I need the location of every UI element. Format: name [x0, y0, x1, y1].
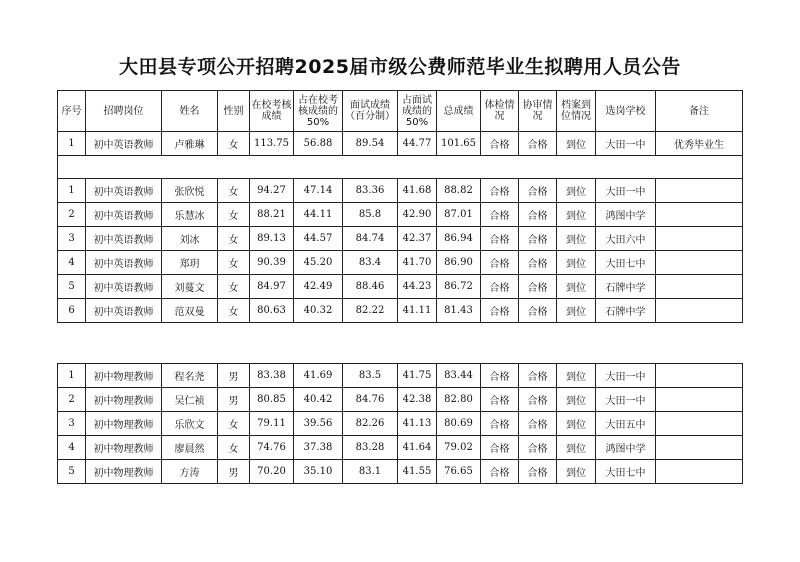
table-cell: 83.38 — [250, 364, 294, 388]
table-cell: 大田五中 — [596, 412, 656, 436]
table-cell: 41.68 — [398, 179, 437, 203]
table-cell: 44.57 — [294, 227, 343, 251]
table-cell: 80.63 — [250, 299, 294, 323]
table-cell: 到位 — [557, 299, 596, 323]
table-cell: 83.4 — [343, 251, 398, 275]
table-cell: 74.76 — [250, 436, 294, 460]
table-cell: 44.11 — [294, 203, 343, 227]
table-cell: 85.8 — [343, 203, 398, 227]
table-row — [58, 132, 743, 156]
table-cell: 初中英语教师 — [86, 299, 162, 323]
table-cell: 到位 — [557, 179, 596, 203]
page-title: 大田县专项公开招聘2025届市级公费师范毕业生拟聘用人员公告 — [119, 56, 681, 78]
table-cell: 合格 — [519, 412, 557, 436]
table-cell: 88.21 — [250, 203, 294, 227]
table-row — [58, 299, 743, 323]
table-header-row — [58, 91, 743, 132]
table-cell: 合格 — [519, 299, 557, 323]
table-cell: 45.20 — [294, 251, 343, 275]
table-cell — [656, 227, 743, 251]
table-cell: 42.38 — [398, 388, 437, 412]
table-cell: 合格 — [519, 132, 557, 156]
table-cell: 56.88 — [294, 132, 343, 156]
table-cell: 初中物理教师 — [86, 436, 162, 460]
table-cell: 到位 — [557, 460, 596, 484]
table-cell — [656, 460, 743, 484]
table-cell: 合格 — [519, 275, 557, 299]
applicant-table-physics — [57, 363, 743, 484]
column-header: 选岗学校 — [596, 91, 656, 132]
table-row — [58, 436, 743, 460]
table-cell: 5 — [58, 275, 86, 299]
table-cell: 83.5 — [343, 364, 398, 388]
section-gap-row — [58, 156, 743, 179]
table-cell: 83.1 — [343, 460, 398, 484]
table-cell: 86.72 — [437, 275, 481, 299]
table-cell: 90.39 — [250, 251, 294, 275]
table-cell: 初中英语教师 — [86, 132, 162, 156]
table-cell: 83.28 — [343, 436, 398, 460]
table-cell: 82.22 — [343, 299, 398, 323]
table-cell: 84.74 — [343, 227, 398, 251]
table-cell: 44.77 — [398, 132, 437, 156]
table-cell: 1 — [58, 179, 86, 203]
table-cell: 合格 — [519, 251, 557, 275]
table-cell: 94.27 — [250, 179, 294, 203]
table-row — [58, 179, 743, 203]
table-cell: 合格 — [481, 364, 519, 388]
column-header: 序号 — [58, 91, 86, 132]
table-cell: 47.14 — [294, 179, 343, 203]
table-cell: 2 — [58, 388, 86, 412]
table-cell — [656, 299, 743, 323]
table-cell: 合格 — [481, 299, 519, 323]
table-cell: 到位 — [557, 132, 596, 156]
table-cell: 女 — [218, 132, 250, 156]
table-cell: 86.94 — [437, 227, 481, 251]
table-cell: 42.90 — [398, 203, 437, 227]
table-row — [58, 364, 743, 388]
table-row — [58, 251, 743, 275]
table-cell: 41.69 — [294, 364, 343, 388]
table-cell: 88.82 — [437, 179, 481, 203]
table-cell: 初中物理教师 — [86, 364, 162, 388]
table-cell — [656, 364, 743, 388]
table-cell: 41.13 — [398, 412, 437, 436]
table-cell: 女 — [218, 203, 250, 227]
table-cell: 合格 — [481, 388, 519, 412]
table-cell: 男 — [218, 388, 250, 412]
table-cell: 合格 — [481, 203, 519, 227]
table-cell: 101.65 — [437, 132, 481, 156]
table-cell — [656, 179, 743, 203]
table-cell: 郑玥 — [162, 251, 218, 275]
table-cell: 82.26 — [343, 412, 398, 436]
table-cell: 41.55 — [398, 460, 437, 484]
table-cell: 合格 — [481, 436, 519, 460]
column-header: 占面试成绩的50% — [398, 91, 437, 132]
column-header: 备注 — [656, 91, 743, 132]
table-cell: 79.11 — [250, 412, 294, 436]
table-cell: 1 — [58, 364, 86, 388]
table-cell: 37.38 — [294, 436, 343, 460]
table-cell: 合格 — [481, 251, 519, 275]
table-cell: 3 — [58, 227, 86, 251]
table-cell: 2 — [58, 203, 86, 227]
table-cell: 83.44 — [437, 364, 481, 388]
table-cell — [656, 436, 743, 460]
table-cell: 女 — [218, 275, 250, 299]
table-cell: 合格 — [481, 179, 519, 203]
table-cell: 大田一中 — [596, 132, 656, 156]
table-cell: 41.70 — [398, 251, 437, 275]
table-cell: 大田七中 — [596, 251, 656, 275]
table-cell: 88.46 — [343, 275, 398, 299]
table-cell: 合格 — [481, 275, 519, 299]
table-cell: 初中英语教师 — [86, 179, 162, 203]
table-cell: 到位 — [557, 364, 596, 388]
table-cell: 35.10 — [294, 460, 343, 484]
table-cell: 男 — [218, 460, 250, 484]
column-header: 性别 — [218, 91, 250, 132]
table-cell: 女 — [218, 412, 250, 436]
table-cell: 男 — [218, 364, 250, 388]
column-header: 档案到位情况 — [557, 91, 596, 132]
table-cell: 81.43 — [437, 299, 481, 323]
table-cell: 乐慧冰 — [162, 203, 218, 227]
table-cell: 合格 — [519, 436, 557, 460]
table-cell: 优秀毕业生 — [656, 132, 743, 156]
table-cell: 41.75 — [398, 364, 437, 388]
table-cell: 合格 — [519, 179, 557, 203]
table-cell: 4 — [58, 251, 86, 275]
table-cell: 方涛 — [162, 460, 218, 484]
table-cell: 刘蔓文 — [162, 275, 218, 299]
column-header: 体检情况 — [481, 91, 519, 132]
table-cell: 女 — [218, 251, 250, 275]
column-header: 总成绩 — [437, 91, 481, 132]
table-cell: 范双曼 — [162, 299, 218, 323]
table-cell: 40.32 — [294, 299, 343, 323]
table-cell: 合格 — [519, 388, 557, 412]
table-row — [58, 412, 743, 436]
table-cell: 4 — [58, 436, 86, 460]
table-cell: 石牌中学 — [596, 299, 656, 323]
table-cell: 大田一中 — [596, 388, 656, 412]
table-cell: 乐欣文 — [162, 412, 218, 436]
table-cell: 初中物理教师 — [86, 412, 162, 436]
table-cell: 到位 — [557, 412, 596, 436]
column-header: 面试成绩（百分制） — [343, 91, 398, 132]
column-header: 姓名 — [162, 91, 218, 132]
table-cell: 合格 — [481, 227, 519, 251]
table-cell: 初中物理教师 — [86, 460, 162, 484]
table-cell: 42.49 — [294, 275, 343, 299]
table-row — [58, 203, 743, 227]
table-row — [58, 227, 743, 251]
table-cell: 廖晨然 — [162, 436, 218, 460]
column-header: 招聘岗位 — [86, 91, 162, 132]
table-cell: 鸿图中学 — [596, 203, 656, 227]
table-cell: 84.76 — [343, 388, 398, 412]
table-cell — [656, 251, 743, 275]
table-cell: 40.42 — [294, 388, 343, 412]
table-cell: 合格 — [481, 460, 519, 484]
table-cell: 程名尧 — [162, 364, 218, 388]
table-cell: 石牌中学 — [596, 275, 656, 299]
table-cell: 80.69 — [437, 412, 481, 436]
table-cell: 3 — [58, 412, 86, 436]
table-cell: 合格 — [519, 460, 557, 484]
table-cell: 41.64 — [398, 436, 437, 460]
table-cell: 初中英语教师 — [86, 251, 162, 275]
table-cell — [656, 275, 743, 299]
table-cell: 42.37 — [398, 227, 437, 251]
table-cell: 82.80 — [437, 388, 481, 412]
table-cell: 83.36 — [343, 179, 398, 203]
table-cell: 到位 — [557, 275, 596, 299]
table-cell: 女 — [218, 227, 250, 251]
table-cell: 初中物理教师 — [86, 388, 162, 412]
table-cell: 84.97 — [250, 275, 294, 299]
table-row — [58, 275, 743, 299]
table-cell: 70.20 — [250, 460, 294, 484]
table-cell — [656, 203, 743, 227]
table-cell: 86.90 — [437, 251, 481, 275]
table-cell: 到位 — [557, 203, 596, 227]
table-row — [58, 460, 743, 484]
table-cell: 初中英语教师 — [86, 275, 162, 299]
table-cell: 初中英语教师 — [86, 203, 162, 227]
table-cell: 大田一中 — [596, 179, 656, 203]
table-cell: 79.02 — [437, 436, 481, 460]
table-cell: 87.01 — [437, 203, 481, 227]
table-cell: 张欣悦 — [162, 179, 218, 203]
table-cell: 女 — [218, 179, 250, 203]
table-cell: 合格 — [519, 227, 557, 251]
table-cell: 1 — [58, 132, 86, 156]
table-cell: 刘冰 — [162, 227, 218, 251]
table-cell: 到位 — [557, 251, 596, 275]
column-header: 协审情况 — [519, 91, 557, 132]
table-cell: 初中英语教师 — [86, 227, 162, 251]
table-cell: 女 — [218, 299, 250, 323]
column-header: 占在校考核成绩的50% — [294, 91, 343, 132]
table-cell: 鸿图中学 — [596, 436, 656, 460]
table-cell: 吴仁祯 — [162, 388, 218, 412]
table-cell: 合格 — [481, 412, 519, 436]
table-cell: 41.11 — [398, 299, 437, 323]
table-cell: 女 — [218, 436, 250, 460]
table-cell: 89.13 — [250, 227, 294, 251]
table-cell: 大田六中 — [596, 227, 656, 251]
applicant-table-english — [57, 90, 743, 323]
table-cell: 到位 — [557, 227, 596, 251]
table-cell — [656, 412, 743, 436]
table-cell: 44.23 — [398, 275, 437, 299]
table-cell: 89.54 — [343, 132, 398, 156]
table-cell: 113.75 — [250, 132, 294, 156]
table-cell: 76.65 — [437, 460, 481, 484]
table-cell: 大田一中 — [596, 364, 656, 388]
table-cell: 39.56 — [294, 412, 343, 436]
table-cell: 大田七中 — [596, 460, 656, 484]
table-cell: 合格 — [519, 203, 557, 227]
table-row — [58, 388, 743, 412]
table-cell: 5 — [58, 460, 86, 484]
table-cell: 合格 — [481, 132, 519, 156]
table-cell: 到位 — [557, 436, 596, 460]
table-cell — [656, 388, 743, 412]
table-cell: 到位 — [557, 388, 596, 412]
table-cell: 6 — [58, 299, 86, 323]
table-cell: 80.85 — [250, 388, 294, 412]
table-cell: 卢雅琳 — [162, 132, 218, 156]
column-header: 在校考核成绩 — [250, 91, 294, 132]
table-cell: 合格 — [519, 364, 557, 388]
